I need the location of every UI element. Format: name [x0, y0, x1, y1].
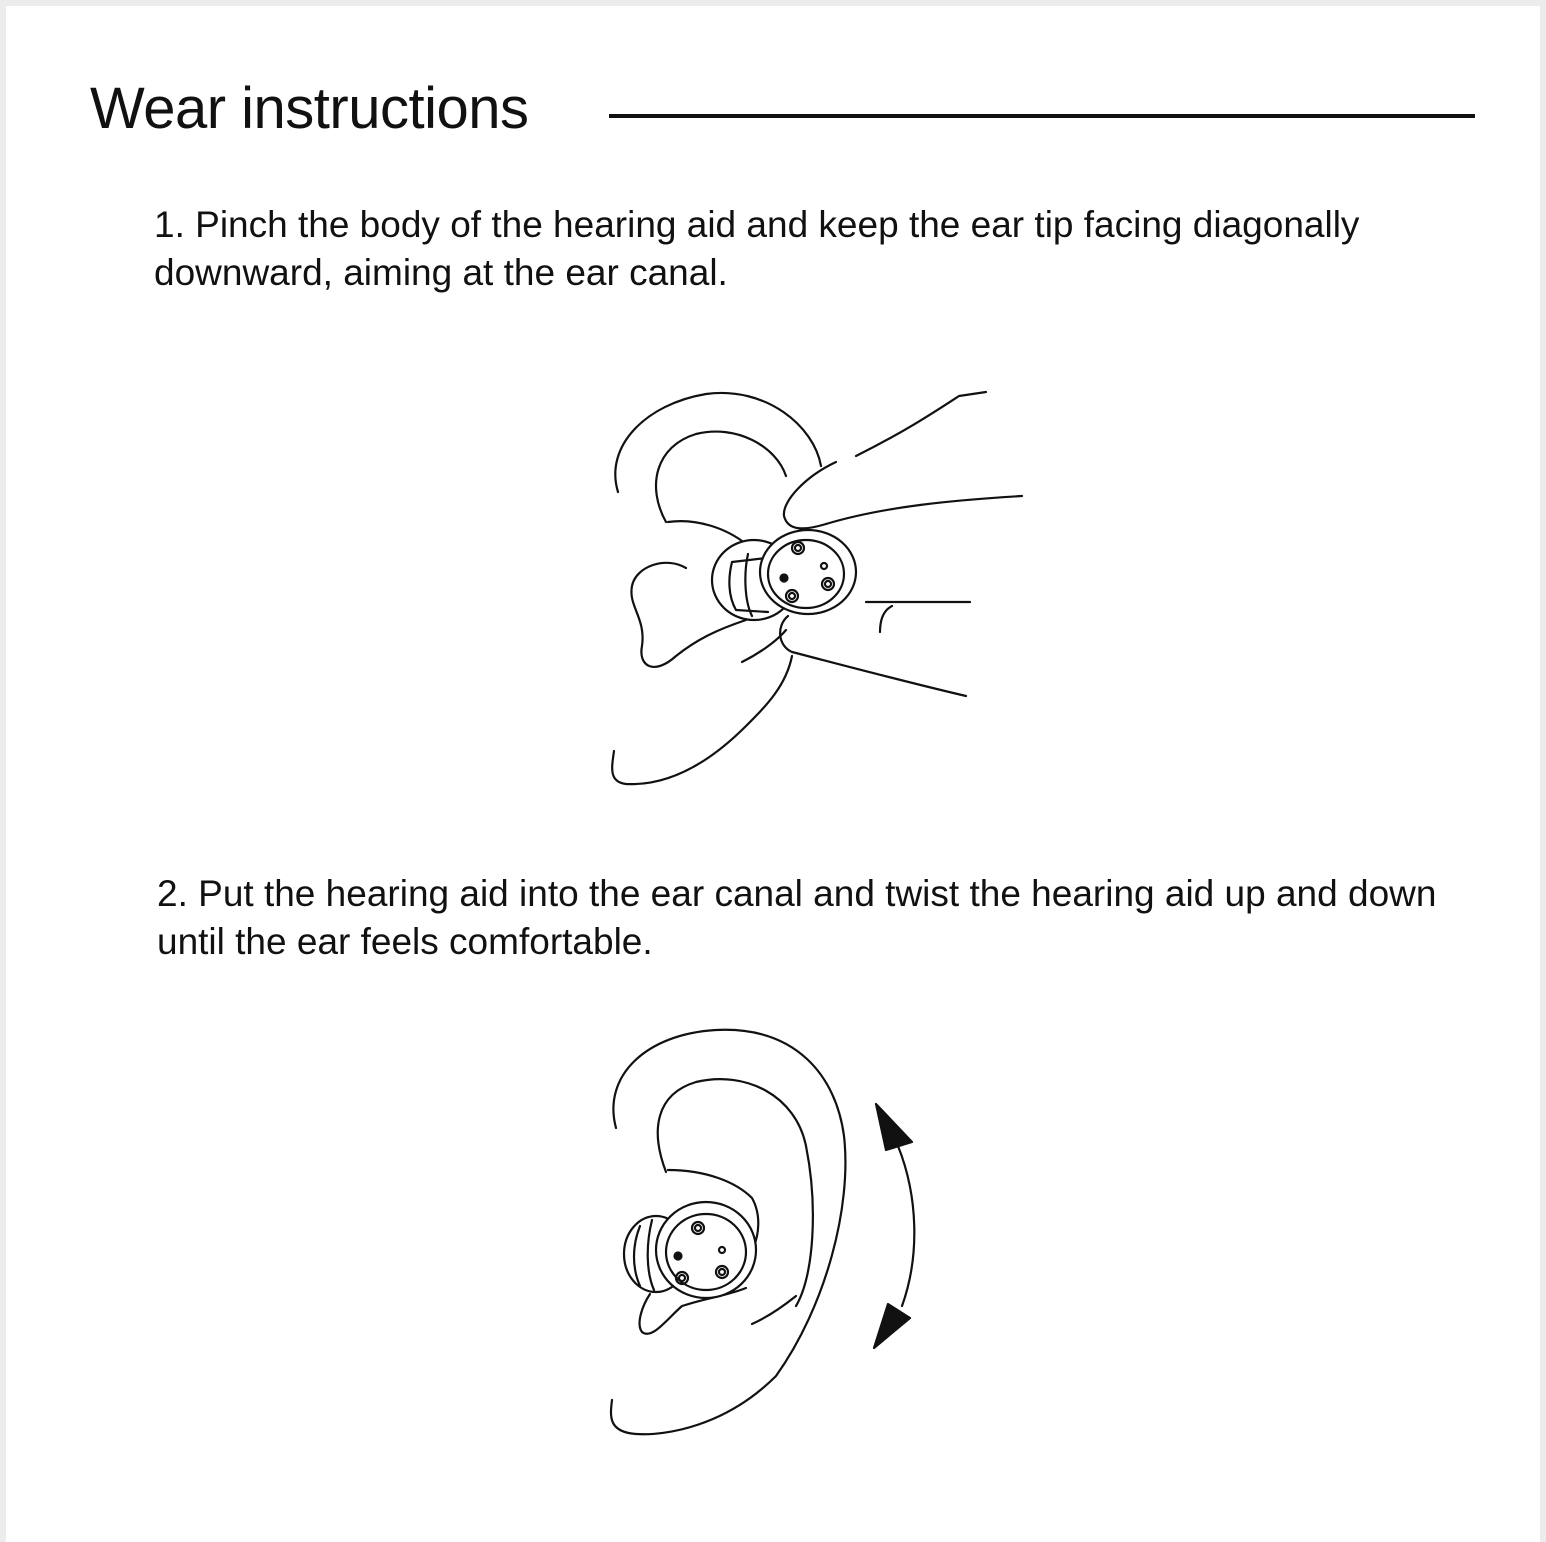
twist-arrow-down-icon: [874, 1304, 910, 1348]
page-title: Wear instructions: [90, 76, 529, 141]
twist-arc: [898, 1146, 914, 1306]
instruction-page: [6, 6, 1540, 1542]
hearing-aid-faceplate: [656, 1202, 756, 1298]
ear-antitragus: [752, 1296, 796, 1324]
faceplate-mic-dot: [675, 1253, 682, 1260]
step-2-text: 2. Put the hearing aid into the ear canal and twist the hearing aid up and down until the ear feels comfortable.: [157, 873, 1437, 962]
ear-twist-hearing-aid-icon: [6, 6, 1540, 1542]
twist-arrow-up-icon: [876, 1104, 912, 1150]
step-1-text: 1. Pinch the body of the hearing aid and keep the ear tip facing diagonally downward, aiming at the ear canal.: [154, 204, 1360, 293]
